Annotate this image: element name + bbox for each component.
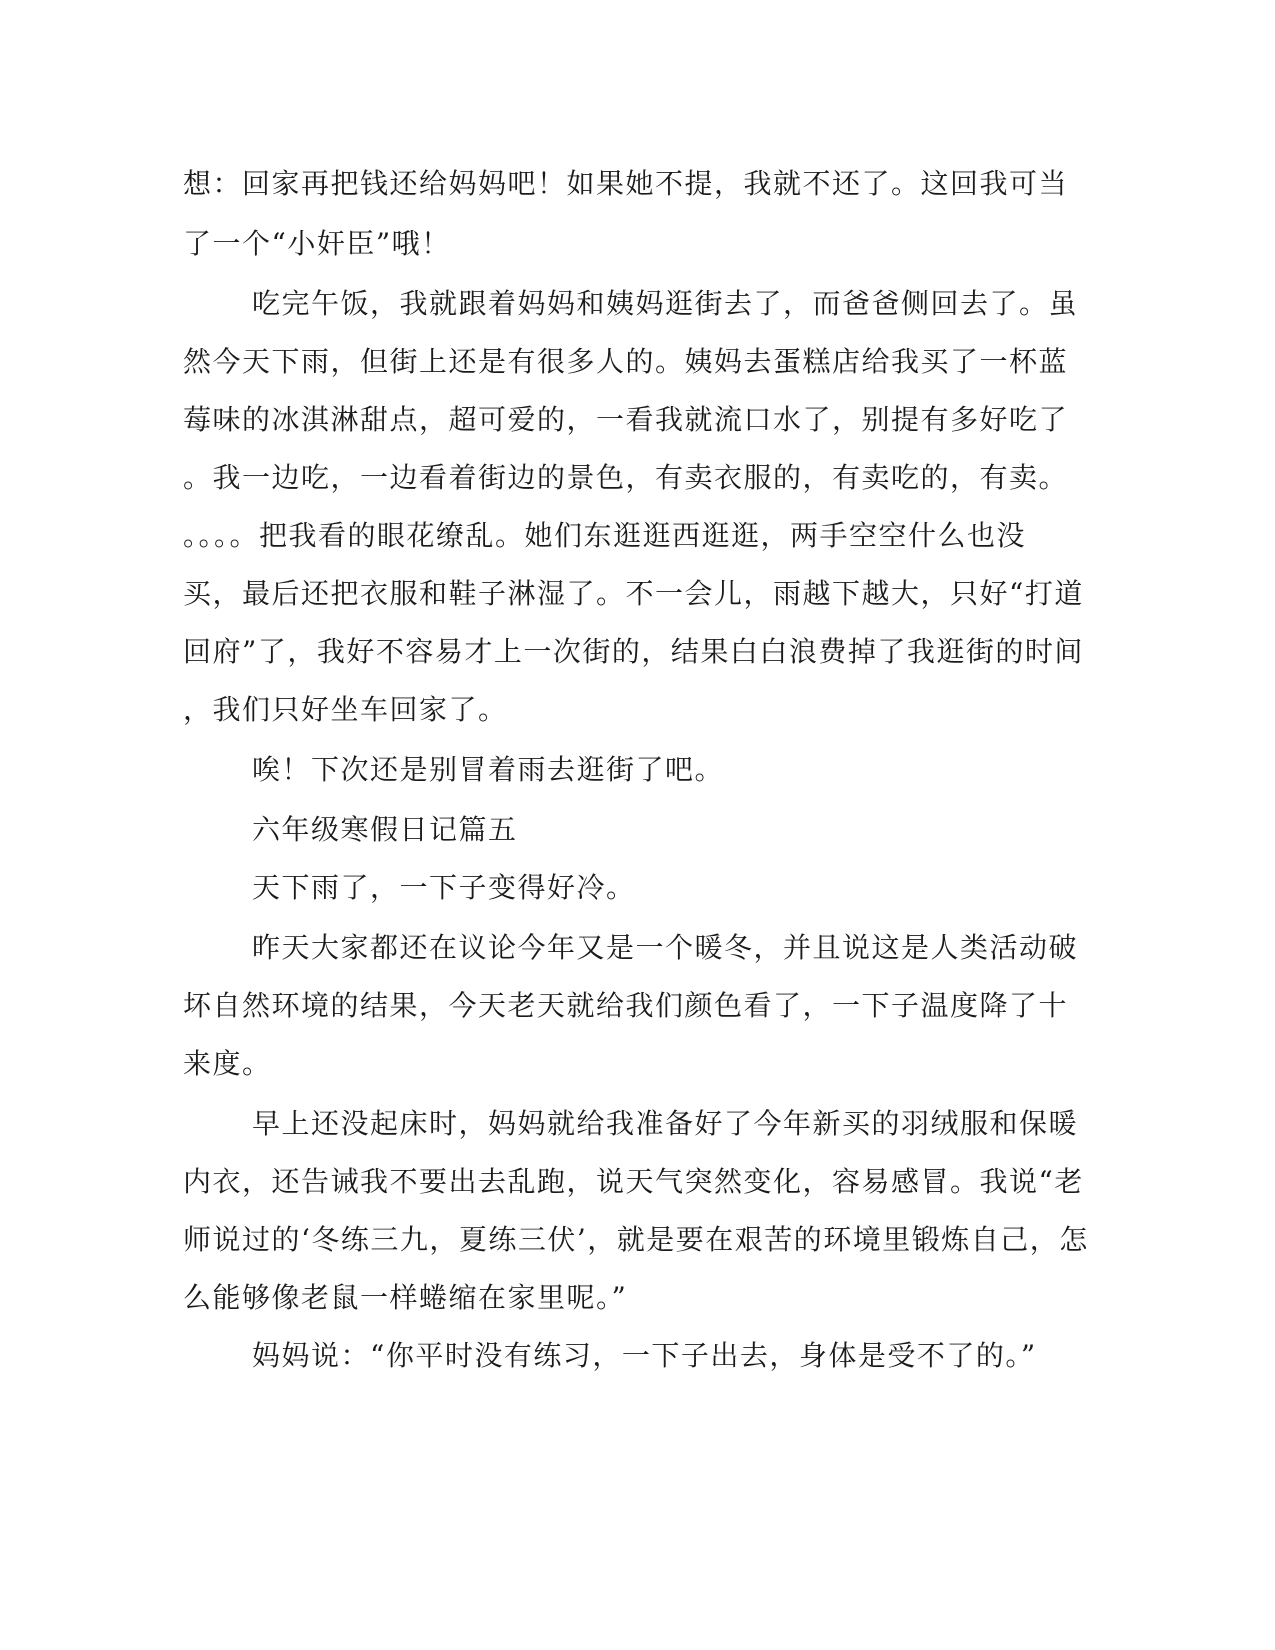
text-line: 莓味的冰淇淋甜点，超可爱的，一看我就流口水了，别提有多好吃了: [183, 403, 1069, 436]
text-line: ，我们只好坐车回家了。: [183, 693, 508, 726]
text-line: 来度。: [183, 1047, 272, 1080]
text-line: 妈妈说：“你平时没有练习，一下子出去，身体是受不了的。”: [252, 1339, 1037, 1372]
text-line: 么能够像老鼠一样蜷缩在家里呢。”: [183, 1281, 628, 1314]
text-line: 坏自然环境的结果，今天老天就给我们颜色看了，一下子温度降了十: [183, 989, 1069, 1022]
text-line: 天下雨了，一下子变得好冷。: [252, 871, 636, 904]
text-line: 唉！下次还是别冒着雨去逛街了吧。: [252, 753, 725, 786]
text-line: 回府”了，我好不容易才上一次街的，结果白白浪费掉了我逛街的时间: [183, 635, 1084, 668]
text-line: 了一个“小奸臣”哦！: [183, 227, 451, 260]
text-line: 吃完午饭，我就跟着妈妈和姨妈逛街去了，而爸爸侧回去了。虽: [252, 287, 1079, 320]
text-line: 内衣，还告诫我不要出去乱跑，说天气突然变化，容易感冒。我说“老: [183, 1165, 1084, 1198]
text-line: 昨天大家都还在议论今年又是一个暖冬，并且说这是人类活动破: [252, 931, 1079, 964]
text-line: 然今天下雨，但街上还是有很多人的。姨妈去蛋糕店给我买了一杯蓝: [183, 345, 1069, 378]
section-heading: 六年级寒假日记篇五: [252, 813, 518, 846]
text-line: 师说过的‘冬练三九，夏练三伏’，就是要在艰苦的环境里锻炼自己，怎: [183, 1223, 1089, 1256]
text-line: 。我一边吃，一边看着街边的景色，有卖衣服的，有卖吃的，有卖。: [183, 461, 1069, 494]
text-line: 买，最后还把衣服和鞋子淋湿了。不一会儿，雨越下越大，只好“打道: [183, 577, 1084, 610]
text-line: 。。。。把我看的眼花缭乱。她们东逛逛西逛逛，两手空空什么也没: [183, 519, 1027, 552]
text-line: 早上还没起床时，妈妈就给我准备好了今年新买的羽绒服和保暖: [252, 1107, 1079, 1140]
text-line: 想：回家再把钱还给妈妈吧！如果她不提，我就不还了。这回我可当: [183, 167, 1069, 200]
